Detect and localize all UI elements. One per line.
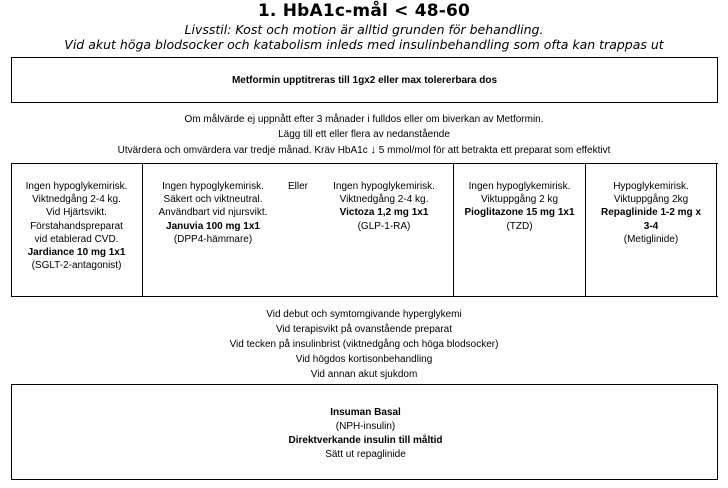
insulin-reason: Vid tecken på insulinbrist (viktnedgång och höga blodsocker)	[229, 339, 499, 350]
drug-note: Användbart vid njursvikt.	[158, 207, 268, 219]
drug-options-row	[11, 163, 718, 297]
drug-note: vid etablerad CVD.	[34, 233, 119, 245]
insulin-reason: Vid högdos kortisonbehandling	[295, 354, 433, 365]
metformin-text: Metformin upptitreras till 1gx2 eller max tolererbara dos	[231, 74, 498, 86]
drug-card-pioglitazone	[454, 180, 585, 233]
stop-repaglinide: Sätt ut repaglinide	[325, 449, 406, 460]
mealtime-insulin: Direktverkande insulin till måltid	[288, 435, 443, 446]
drug-class: (SGLT-2-antagonist)	[31, 260, 122, 272]
drug-name: Repaglinide 1-2 mg x	[600, 207, 702, 219]
insulin-reason: Vid annan akut sjukdom	[310, 369, 418, 380]
drug-class: (GLP-1-RA)	[357, 220, 411, 232]
or-label	[281, 180, 315, 193]
insulin-box	[11, 384, 718, 480]
drug-card-repaglinide	[586, 180, 716, 246]
drug-note: Säkert och viktneutral.	[163, 194, 263, 206]
metformin-box	[11, 57, 718, 103]
or-text: Eller	[287, 181, 308, 192]
drug-note: Förstahandspreparat	[30, 220, 123, 232]
insulin-type: (NPH-insulin)	[335, 421, 396, 432]
drug-card-jardiance	[11, 180, 142, 272]
drug-note: Ingen hypoglykemirisk.	[468, 181, 571, 192]
insulin-name: Insuman Basal	[330, 407, 401, 418]
down-arrow-icon: ↓	[370, 144, 377, 156]
drug-name: Januvia 100 mg 1x1	[166, 220, 260, 232]
drug-note: Viktnedgång 2-4 kg.	[32, 194, 121, 206]
drug-note: Ingen hypoglykemirisk.	[333, 181, 435, 192]
insulin-reason: Vid debut och symtomgivande hyperglykemi	[266, 309, 462, 320]
drug-note: Vid Hjärtsvikt.	[46, 207, 107, 219]
drug-name: Victoza 1,2 mg 1x1	[339, 207, 429, 219]
drug-note: Viktuppgång 2 kg	[480, 194, 559, 206]
drug-note: Hypoglykemirisk.	[613, 181, 689, 192]
insulin-note: Vid akut höga blodsocker och katabolism inleds med insulinbehandling som ofta kan trappas ut	[64, 37, 664, 52]
instruction-line-3	[0, 143, 728, 158]
instruction-line-3-start: Utvärdera och omvärdera var tredje månad. Kräv HbA1c	[117, 145, 368, 156]
instruction-line-2: Lägg till ett eller flera av nedanstående	[278, 129, 450, 140]
drug-note: Ingen hypoglykemirisk.	[25, 181, 128, 192]
drug-class: (DPP4-hämmare)	[173, 233, 253, 245]
drug-name: Pioglitazone 15 mg 1x1	[464, 207, 575, 219]
drug-name: 3-4	[643, 220, 659, 232]
instruction-line-1: Om målvärde ej uppnått efter 3 månader i fulldos eller om biverkan av Metformin.	[184, 114, 544, 125]
insulin-reason: Vid terapisvikt på ovanstående preparat	[275, 324, 453, 335]
drug-card-victoza	[316, 180, 452, 233]
page-title: 1. HbA1c-mål < 48-60	[257, 1, 471, 21]
drug-class: (TZD)	[506, 220, 533, 232]
lifestyle-note: Livsstil: Kost och motion är alltid grunden för behandling.	[184, 22, 544, 37]
instruction-line-3-end: 5 mmol/mol för att betrakta ett preparat som effektivt	[378, 145, 611, 156]
divider	[716, 164, 717, 296]
drug-note: Viktnedgång 2-4 kg.	[339, 194, 429, 206]
drug-note: Viktuppgång 2kg	[613, 194, 689, 206]
drug-card-januvia	[143, 180, 283, 246]
drug-note: Ingen hypoglykemirisk.	[162, 181, 264, 192]
drug-class: (Metiglinide)	[623, 233, 679, 245]
drug-name: Jardiance 10 mg 1x1	[27, 247, 126, 259]
